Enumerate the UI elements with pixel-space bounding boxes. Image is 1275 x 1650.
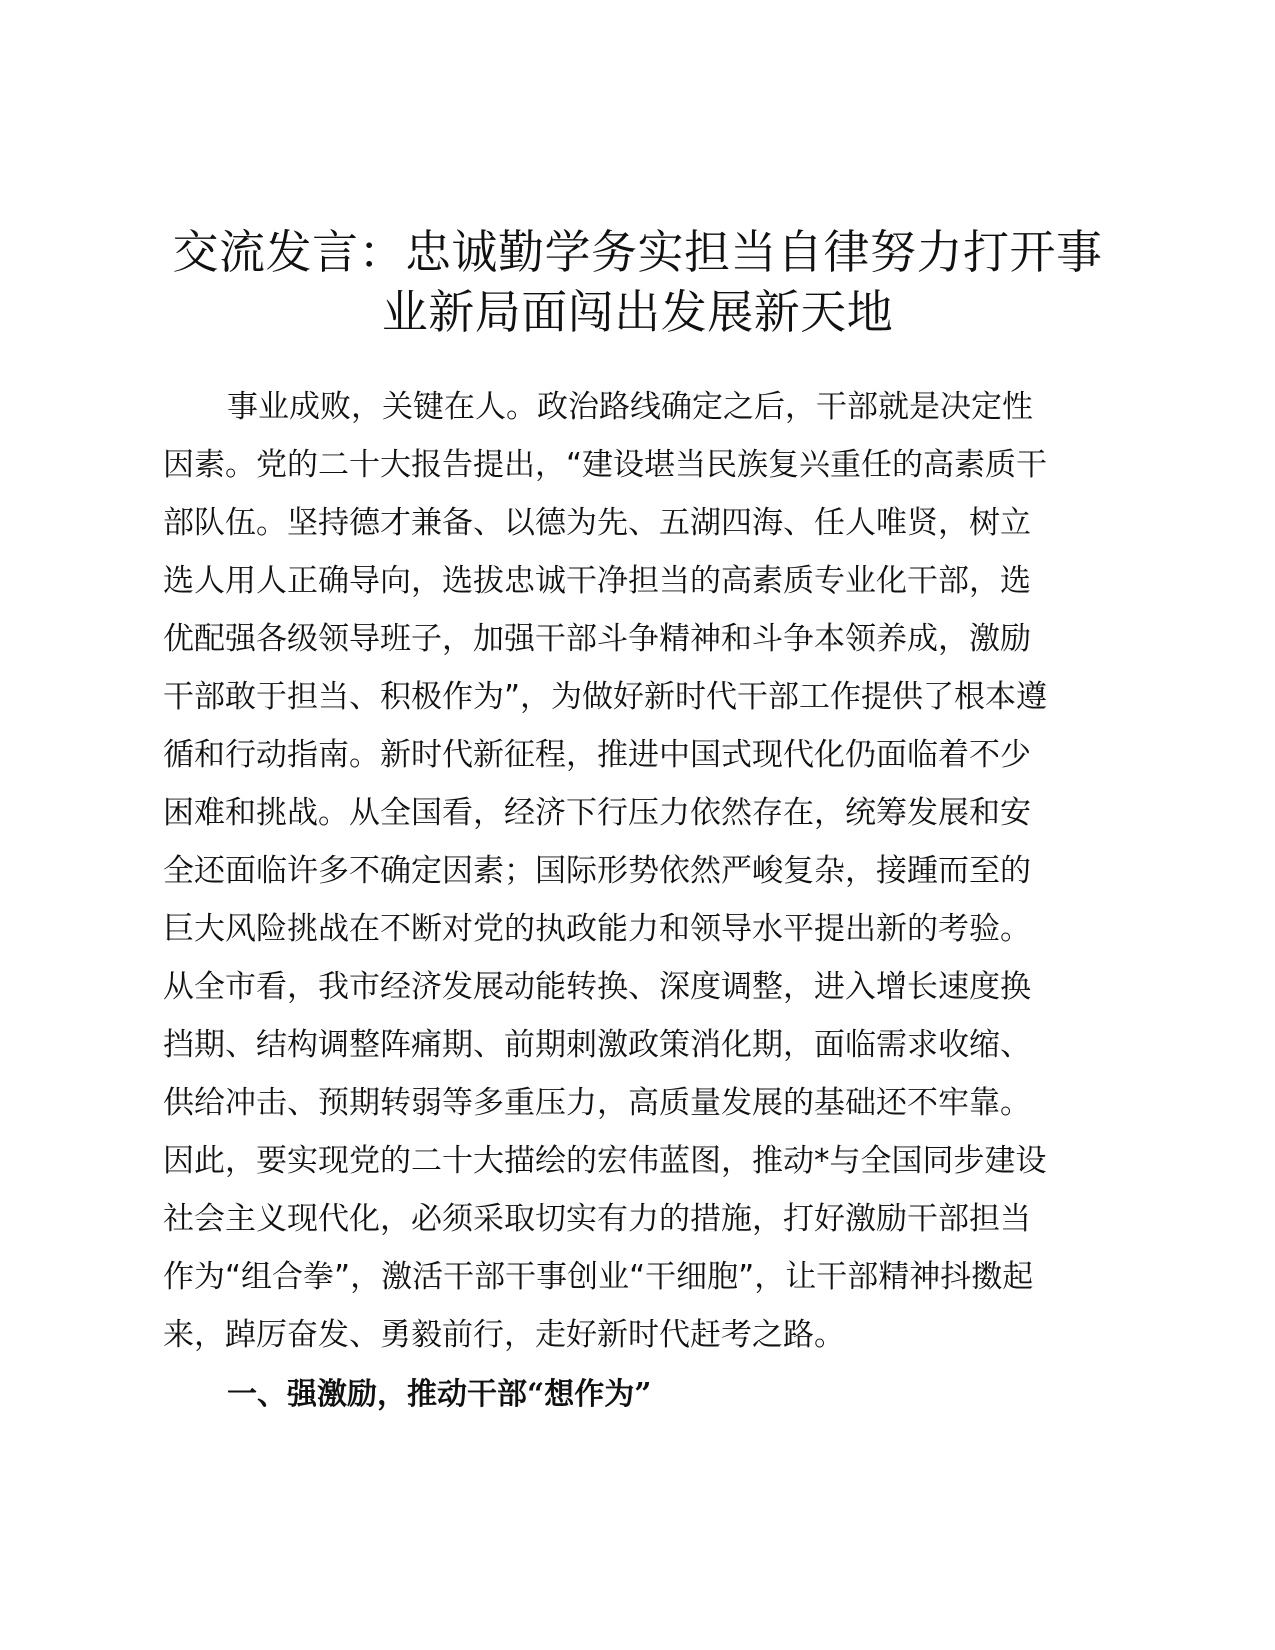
- paragraph-line: 优配强各级领导班子，加强干部斗争精神和斗争本领养成，激励: [163, 621, 1031, 657]
- paragraph-line: 因素。党的二十大报告提出，“建设堪当民族复兴重任的高素质干: [163, 447, 1048, 483]
- paragraph-line: 供给冲击、预期转弱等多重压力，高质量发展的基础还不牢靠。: [163, 1085, 1031, 1121]
- paragraph-line: 挡期、结构调整阵痛期、前期刺激政策消化期，面临需求收缩、: [163, 1027, 1031, 1063]
- paragraph-line: 社会主义现代化，必须采取切实有力的措施，打好激励干部担当: [163, 1201, 1031, 1237]
- paragraph-line: 作为“组合拳”，激活干部干事创业“干细胞”，让干部精神抖擞起: [163, 1259, 1034, 1295]
- paragraph-line: 全还面临许多不确定因素；国际形势依然严峻复杂，接踵而至的: [163, 853, 1031, 889]
- paragraph-line: 循和行动指南。新时代新征程，推进中国式现代化仍面临着不少: [163, 737, 1031, 773]
- document-title: [150, 222, 1125, 342]
- paragraph-line: 事业成败，关键在人。政治路线确定之后，干部就是决定性: [227, 389, 1033, 425]
- paragraph-line: 从全市看，我市经济发展动能转换、深度调整，进入增长速度换: [163, 969, 1031, 1005]
- paragraph-line: 因此，要实现党的二十大描绘的宏伟蓝图，推动*与全国同步建设: [163, 1143, 1047, 1179]
- section-heading: 一、强激励，推动干部“想作为”: [227, 1377, 652, 1412]
- document-body: [163, 378, 1115, 1424]
- paragraph-line: 干部敢于担当、积极作为”，为做好新时代干部工作提供了根本遵: [163, 679, 1048, 715]
- paragraph-line: 来，踔厉奋发、勇毅前行，走好新时代赶考之路。: [163, 1317, 845, 1353]
- paragraph-line: 选人用人正确导向，选拔忠诚干净担当的高素质专业化干部，选: [163, 563, 1031, 599]
- title-line: 交流发言：忠诚勤学务实担当自律努力打开事: [172, 225, 1103, 279]
- paragraph-line: 巨大风险挑战在不断对党的执政能力和领导水平提出新的考验。: [163, 911, 1031, 947]
- paragraph-line: 困难和挑战。从全国看，经济下行压力依然存在，统筹发展和安: [163, 795, 1031, 831]
- title-line: 业新局面闯出发展新天地: [381, 285, 894, 339]
- paragraph-line: 部队伍。坚持德才兼备、以德为先、五湖四海、任人唯贤，树立: [163, 505, 1031, 541]
